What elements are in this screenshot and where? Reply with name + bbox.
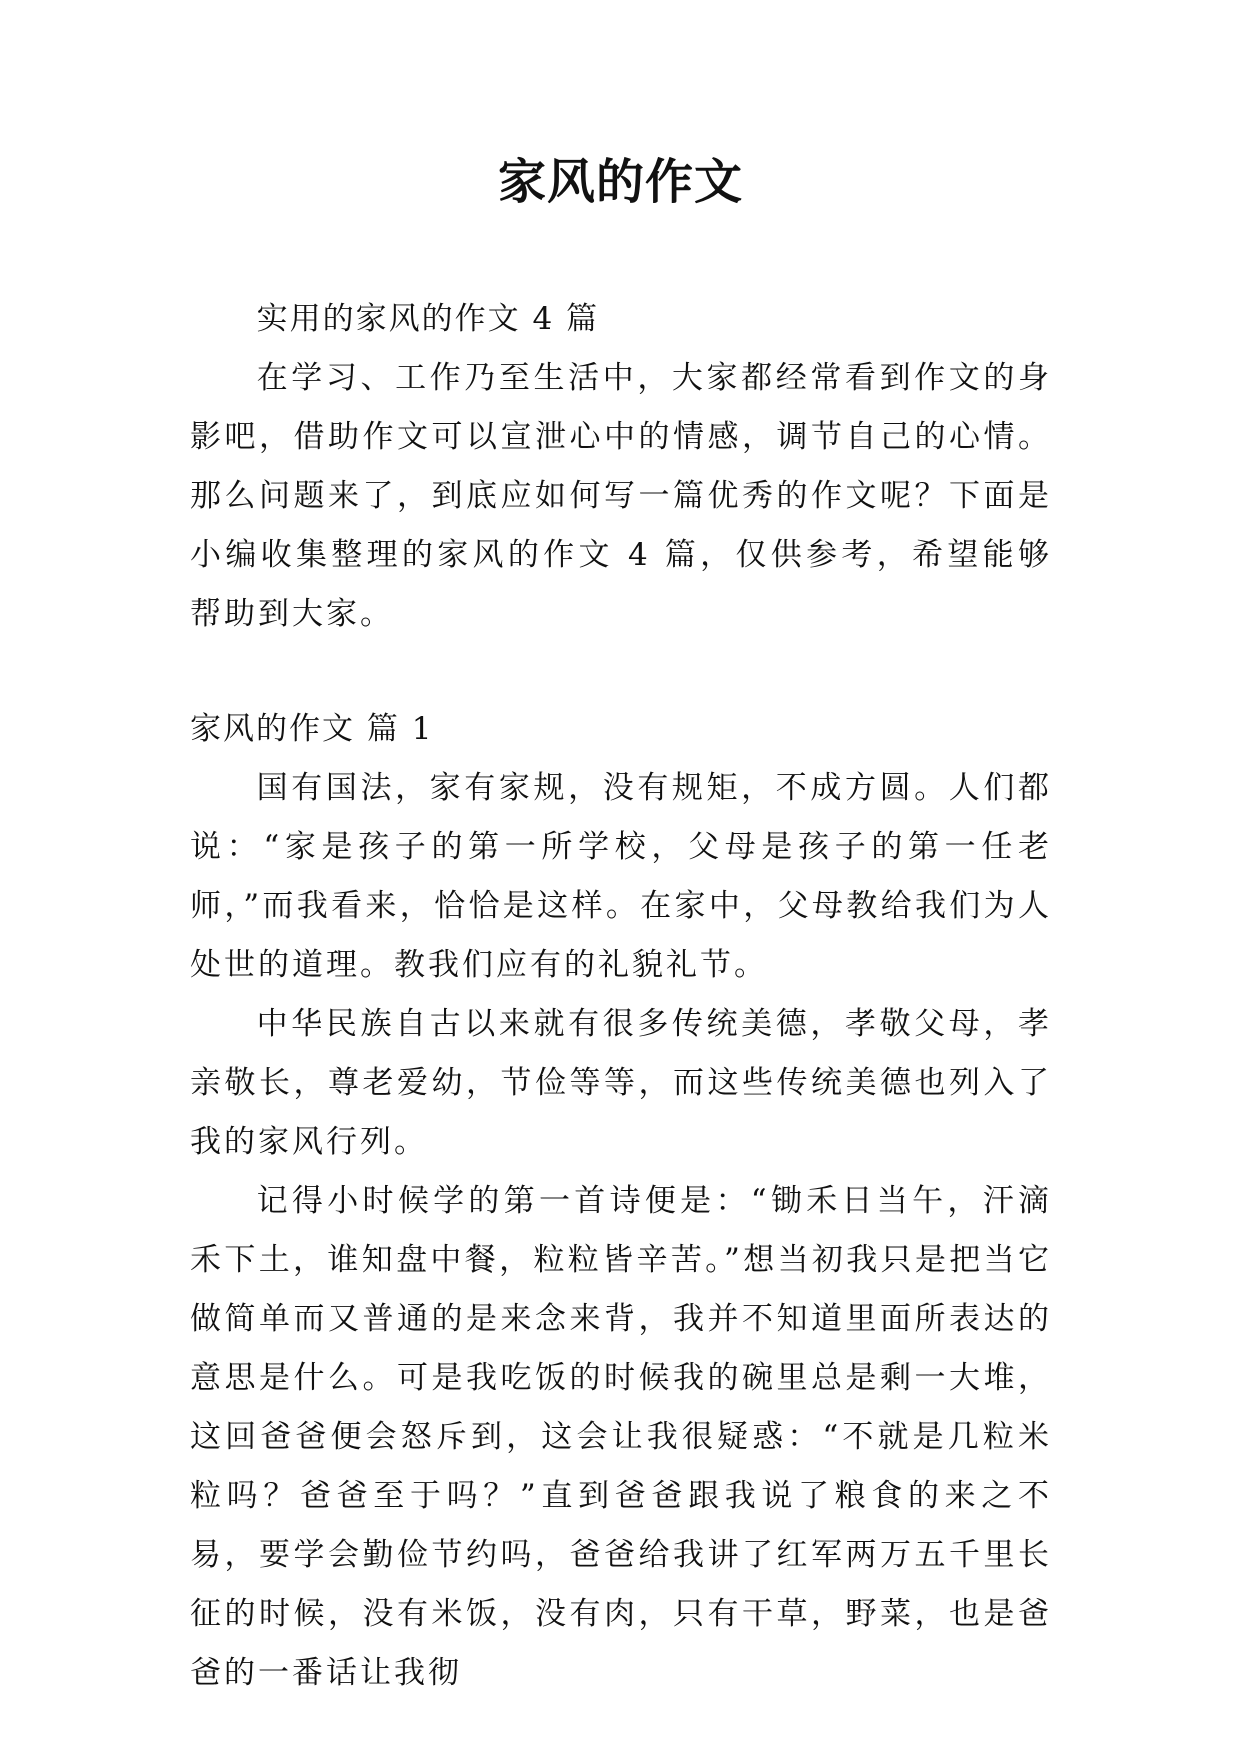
- intro-paragraph: 在学习、工作乃至生活中，大家都经常看到作文的身影吧，借助作文可以宣泄心中的情感，调节自己的心情。那么问题来了，到底应如何写一篇优秀的作文呢？下面是小编收集整理的家风的作文 4 篇，仅供参考，希望能够帮助到大家。: [190, 360, 1052, 632]
- document-title: 家风的作文: [497, 154, 743, 210]
- body-paragraph: 国有国法，家有家规，没有规矩，不成方圆。人们都说：“家是孩子的第一所学校，父母是孩子的第一任老师，”而我看来，恰恰是这样。在家中，父母教给我们为人处世的道理。教我们应有的礼貌礼节。: [190, 770, 1052, 983]
- body-paragraph: 记得小时候学的第一首诗便是：“锄禾日当午，汗滴禾下土，谁知盘中餐，粒粒皆辛苦。”想当初我只是把当它做简单而又普通的是来念来背，我并不知道里面所表达的意思是什么。可是我吃饭的时候我的碗里总是剩一大堆，这回爸爸便会怒斥到，这会让我很疑惑：“不就是几粒米粒吗？爸爸至于吗？”直到爸爸跟我说了粮食的来之不易，要学会勤俭节约吗，爸爸给我讲了红军两万五千里长征的时候，没有米饭，没有肉，只有干草，野菜，也是爸爸的一番话让我彻: [190, 1183, 1052, 1691]
- body-paragraph: 中华民族自古以来就有很多传统美德，孝敬父母，孝亲敬长，尊老爱幼，节俭等等，而这些传统美德也列入了我的家风行列。: [190, 1006, 1052, 1160]
- document-body: [190, 290, 1052, 1703]
- section-heading: 家风的作文 篇 1: [190, 711, 434, 747]
- subtitle-line: 实用的家风的作文 4 篇: [256, 301, 600, 337]
